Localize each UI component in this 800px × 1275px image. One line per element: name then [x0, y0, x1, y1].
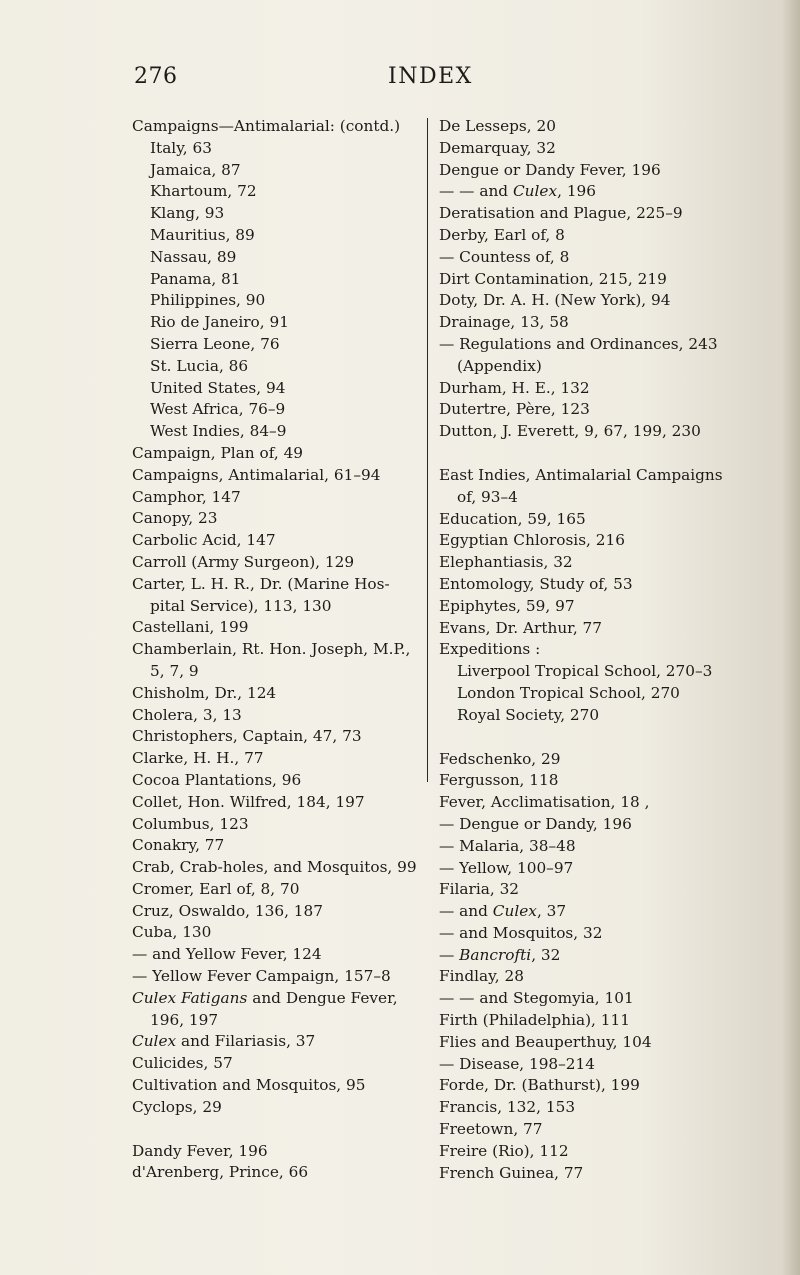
index-entry: East Indies, Antimalarial Campaigns of, 93–4: [439, 465, 723, 506]
index-entry: Collet, Hon. Wilfred, 184, 197: [132, 792, 365, 811]
page-number: 276: [134, 64, 178, 89]
index-entry: Fever, Acclimatisation, 18 ,: [439, 793, 650, 812]
index-subentry: London Tropical School, 270: [457, 683, 680, 702]
index-entry: — and Culex, 37: [439, 902, 567, 921]
index-subentry: Khartoum, 72: [150, 182, 257, 201]
index-subentry: Sierra Leone, 76: [150, 334, 280, 353]
index-entry: Culex Fatigans and Dengue Fever, 196, 197: [132, 988, 398, 1029]
index-entry: Derby, Earl of, 8: [439, 225, 565, 244]
index-entry: — Malaria, 38–48: [439, 836, 576, 855]
index-entry: Carroll (Army Surgeon), 129: [132, 552, 355, 571]
index-entry: Crab, Crab-holes, and Mosquitos, 99: [132, 858, 417, 877]
index-entry: Dengue or Dandy Fever, 196: [439, 160, 661, 179]
index-entry: Culicides, 57: [132, 1054, 233, 1073]
index-entry: Filaria, 32: [439, 880, 520, 899]
index-entry: — Yellow, 100–97: [439, 858, 574, 877]
index-entry: Cromer, Earl of, 8, 70: [132, 879, 300, 898]
index-entry: — Countess of, 8: [439, 247, 570, 266]
index-subentry: Royal Society, 270: [457, 705, 600, 724]
index-subentry: United States, 94: [150, 378, 286, 397]
index-entry: — Yellow Fever Campaign, 157–8: [132, 967, 391, 986]
index-entry: Evans, Dr. Arthur, 77: [439, 618, 603, 637]
index-entry: Carbolic Acid, 147: [132, 531, 276, 550]
index-entry: Demarquay, 32: [439, 138, 556, 157]
index-entry: Castellani, 199: [132, 618, 249, 637]
index-entry: Clarke, H. H., 77: [132, 749, 264, 768]
index-entry: Education, 59, 165: [439, 509, 586, 528]
index-entry: Campaigns, Antimalarial, 61–94: [132, 465, 381, 484]
index-entry: Camphor, 147: [132, 487, 241, 506]
index-entry: Cruz, Oswaldo, 136, 187: [132, 901, 323, 920]
index-entry: Drainage, 13, 58: [439, 313, 569, 332]
index-entry: — and Mosquitos, 32: [439, 923, 603, 942]
index-entry: Doty, Dr. A. H. (New York), 94: [439, 291, 671, 310]
index-subentry: Jamaica, 87: [150, 160, 241, 179]
index-entry: Christophers, Captain, 47, 73: [132, 727, 362, 746]
index-entry: Chisholm, Dr., 124: [132, 683, 277, 702]
index-entry: — Bancrofti, 32: [439, 945, 561, 964]
index-entry: Cultivation and Mosquitos, 95: [132, 1076, 366, 1095]
index-entry: French Guinea, 77: [439, 1163, 584, 1182]
index-subentry: St. Lucia, 86: [150, 356, 249, 375]
index-entry: Dandy Fever, 196: [132, 1141, 268, 1160]
index-entry: Deratisation and Plague, 225–9: [439, 204, 683, 223]
section-gap: [132, 1119, 422, 1141]
index-column-right: [439, 116, 739, 1184]
index-entry: Cyclops, 29: [132, 1097, 222, 1116]
index-entry: Culex and Filariasis, 37: [132, 1032, 316, 1051]
index-entry: Freire (Rio), 112: [439, 1141, 569, 1160]
index-entry: — Dengue or Dandy, 196: [439, 814, 632, 833]
index-entry: d'Arenberg, Prince, 66: [132, 1163, 309, 1182]
index-entry: Cholera, 3, 13: [132, 705, 242, 724]
index-entry: Dirt Contamination, 215, 219: [439, 269, 667, 288]
index-entry: Entomology, Study of, 53: [439, 574, 633, 593]
index-entry: Flies and Beauperthuy, 104: [439, 1032, 652, 1051]
index-entry: Epiphytes, 59, 97: [439, 596, 575, 615]
index-entry: Dutertre, Père, 123: [439, 400, 590, 419]
page-title: INDEX: [388, 64, 473, 89]
index-entry: Forde, Dr. (Bathurst), 199: [439, 1076, 640, 1095]
index-entry: Carter, L. H. R., Dr. (Marine Hos-pital Service), 113, 130: [132, 574, 390, 615]
index-entry: — Regulations and Ordinances, 243 (Appendix): [439, 334, 718, 375]
index-entry: Expeditions :: [439, 640, 541, 659]
index-entry: Dutton, J. Everett, 9, 67, 199, 230: [439, 422, 701, 441]
index-entry: Campaign, Plan of, 49: [132, 443, 304, 462]
index-entry: Fedschenko, 29: [439, 749, 561, 768]
index-subentry: Panama, 81: [150, 269, 241, 288]
index-entry: — — and Culex, 196: [439, 182, 597, 201]
index-entry: Conakry, 77: [132, 836, 225, 855]
index-column-left: [132, 116, 422, 1184]
index-subentry: Klang, 93: [150, 204, 225, 223]
index-entry: Columbus, 123: [132, 814, 249, 833]
index-entry: Freetown, 77: [439, 1120, 543, 1139]
index-subentry: Philippines, 90: [150, 291, 266, 310]
index-entry: Canopy, 23: [132, 509, 218, 528]
index-entry: — Disease, 198–214: [439, 1054, 596, 1073]
running-head: [0, 64, 800, 94]
index-entry: Chamberlain, Rt. Hon. Joseph, M.P., 5, 7, 9: [132, 640, 411, 680]
index-subentry: Italy, 63: [150, 138, 213, 157]
index-entry: Cuba, 130: [132, 923, 212, 942]
index-entry: Egyptian Chlorosis, 216: [439, 531, 625, 550]
column-divider: [427, 118, 428, 782]
index-subentry: Mauritius, 89: [150, 225, 255, 244]
index-entry: De Lesseps, 20: [439, 117, 556, 135]
index-entry: — and Yellow Fever, 124: [132, 945, 322, 964]
index-entry: — — and Stegomyia, 101: [439, 989, 634, 1008]
index-entry: Campaigns—Antimalarial: (contd.): [132, 117, 401, 135]
index-entry: Fergusson, 118: [439, 771, 559, 790]
index-entry: Firth (Philadelphia), 111: [439, 1011, 630, 1030]
index-subentry: Rio de Janeiro, 91: [150, 313, 289, 332]
section-gap: [439, 727, 739, 749]
index-entry: Durham, H. E., 132: [439, 378, 590, 397]
index-subentry: West Africa, 76–9: [150, 400, 286, 419]
index-subentry: Liverpool Tropical School, 270–3: [457, 662, 713, 681]
index-subentry: West Indies, 84–9: [150, 422, 287, 441]
index-entry: Francis, 132, 153: [439, 1098, 576, 1117]
index-entry: Findlay, 28: [439, 967, 524, 986]
page-edge-shadow: [782, 0, 800, 1275]
index-entry: Elephantiasis, 32: [439, 553, 573, 572]
index-entry: Cocoa Plantations, 96: [132, 770, 302, 789]
section-gap: [439, 443, 739, 465]
index-subentry: Nassau, 89: [150, 247, 237, 266]
